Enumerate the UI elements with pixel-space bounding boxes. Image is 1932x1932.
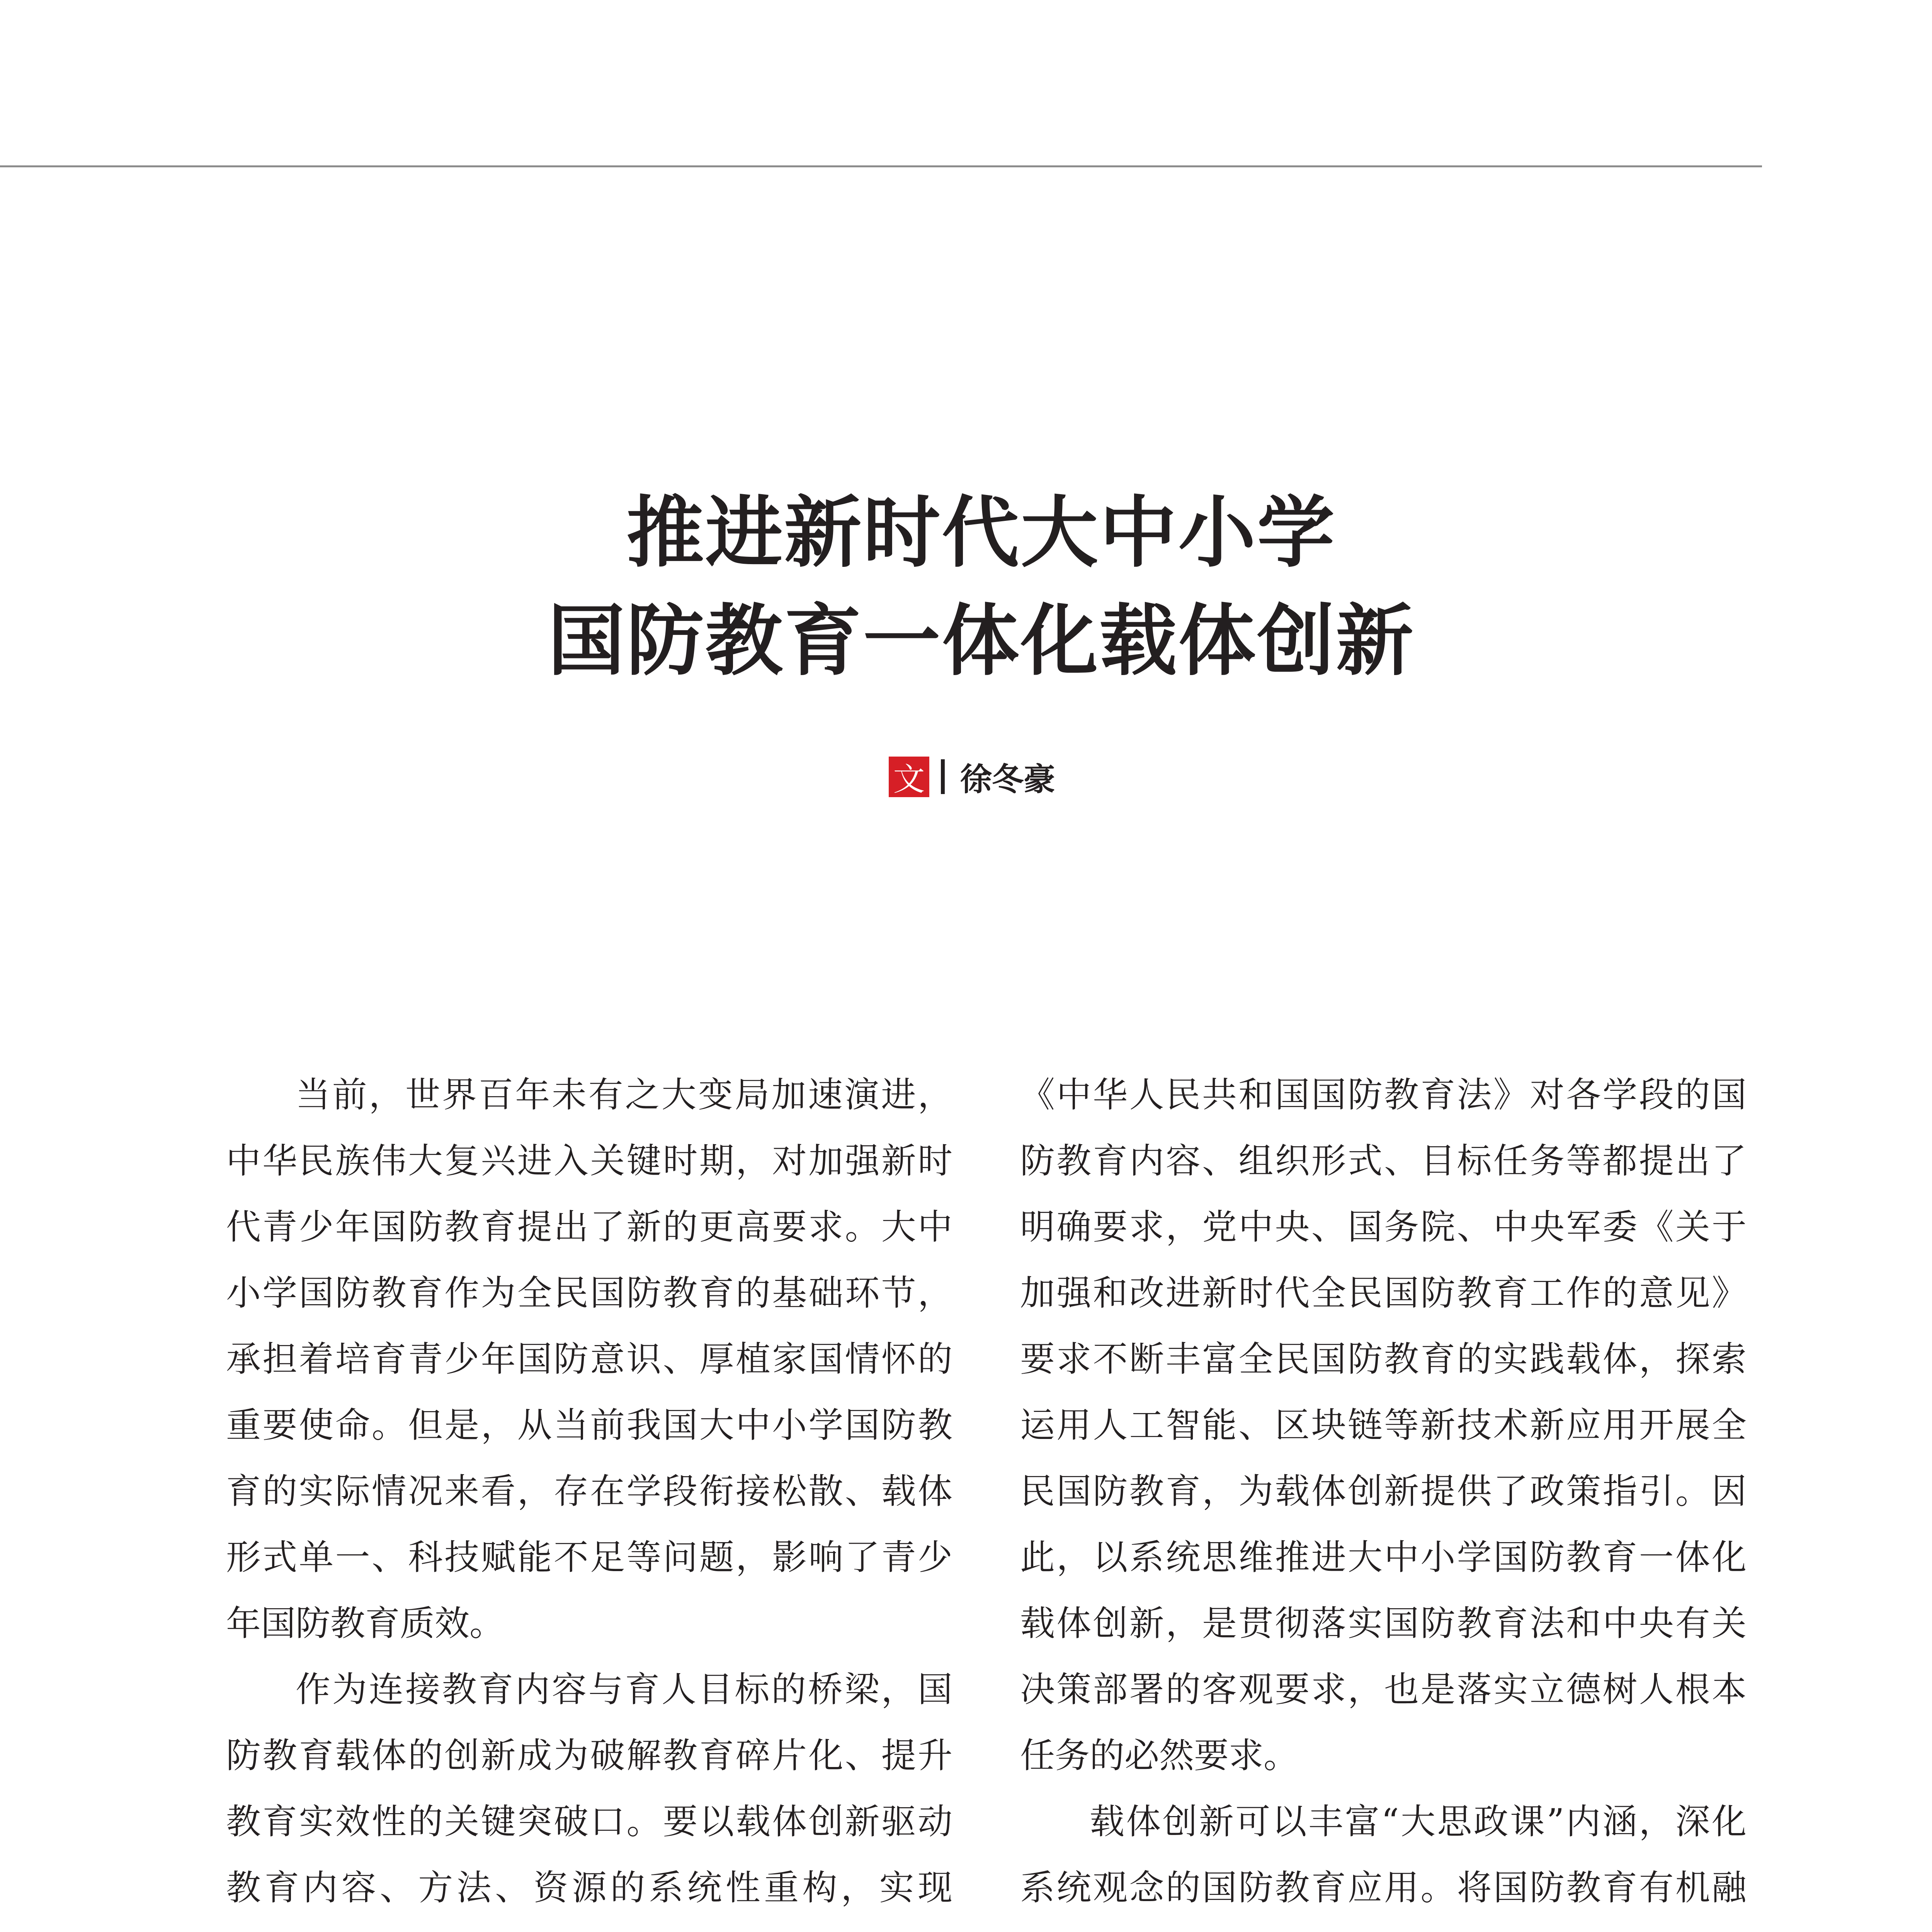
byline [889,753,1055,800]
byline-separator [941,759,945,794]
author-name: 徐冬豪 [960,761,1056,798]
top-rule [0,165,1762,167]
paragraph: 当前，世界百年未有之大变局加速演进，中华民族伟大复兴进入关键时期，对加强新时代青少年国防教育提出了新的更高要求。大中小学国防教育作为全民国防教育的基础环节，承担着培育青少年国防意识、厚植家国情怀的重要使命。但是，从当前我国大中小学国防教育的实际情况来看，存在学段衔接松散、载体形式单一、科技赋能不足等问题，影响了青少年国防教育质效。 [226,1075,952,1644]
paragraph: 《中华人民共和国国防教育法》对各学段的国防教育内容、组织形式、目标任务等都提出了明确要求，党中央、国务院、中央军委《关于加强和改进新时代全民国防教育工作的意见》要求不断丰富全民国防教育的实践载体，探索运用人工智能、区块链等新技术新应用开展全民国防教育，为载体创新提供了政策指引。因此，以系统思维推进大中小学国防教育一体化载体创新，是贯彻落实国防教育法和中央有关决策部署的客观要求，也是落实立德树人根本任务的必然要求。 [1020,1075,1747,1776]
left-column [226,1062,952,1932]
article-title-line2: 国防教育一体化载体创新 [548,596,1415,686]
paragraph: 作为连接教育内容与育人目标的桥梁，国防教育载体的创新成为破解教育碎片化、提升教育实效性的关键突破口。要以载体创新驱动教育内容、方法、资源的系统性重构，实现 [226,1669,952,1908]
right-column [1020,1062,1747,1932]
article-title-line1: 推进新时代大中小学 [626,488,1336,578]
paragraph: 载体创新可以丰富“大思政课”内涵，深化系统观念的国防教育应用。将国防教育有机融 [1020,1801,1747,1908]
byline-mark: 文 [889,757,929,797]
